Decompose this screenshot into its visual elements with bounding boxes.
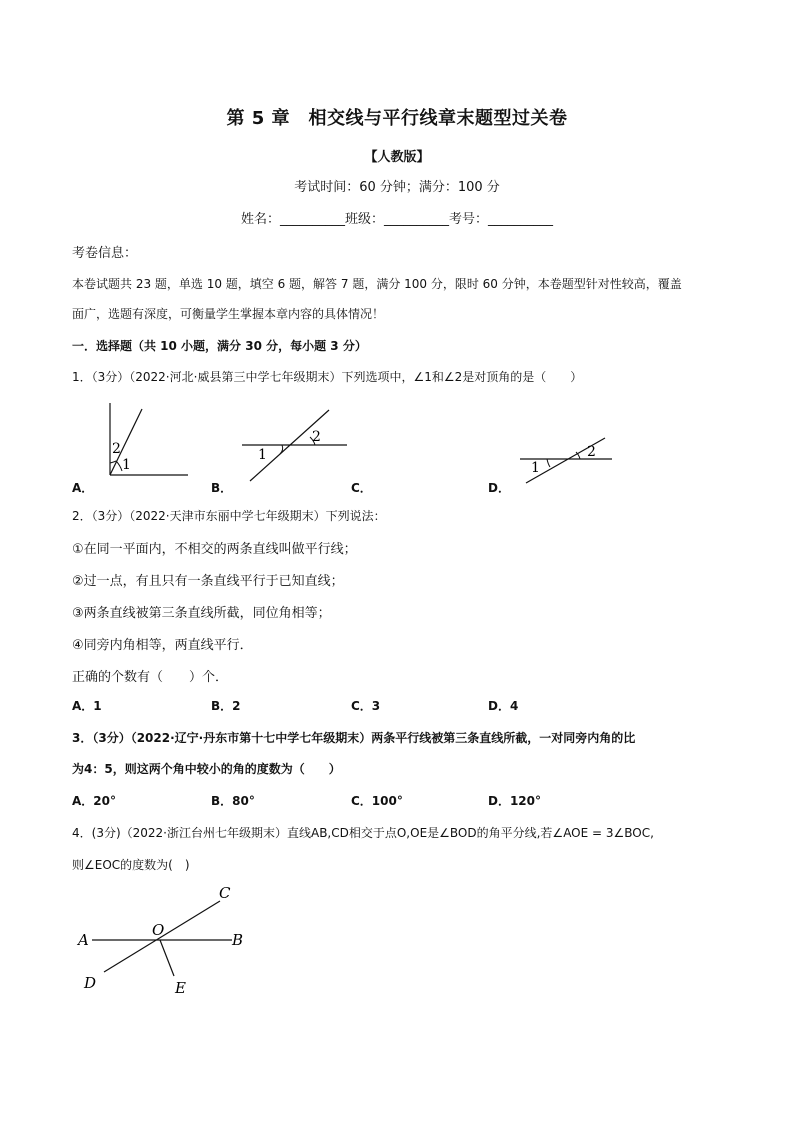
- q1-figure-d: [520, 438, 612, 483]
- q4-label-o: O: [152, 921, 165, 939]
- edition-label: 【人教版】: [364, 150, 430, 165]
- exam-info: 考试时间：60 分钟；满分：100 分: [294, 180, 500, 195]
- q1-figure-a: [110, 403, 188, 475]
- page-title: 第 5 章 相交线与平行线章末题型过关卷: [226, 108, 568, 129]
- q3-option-c: C．100°: [351, 794, 403, 808]
- q1-stem: 1．（3分）（2022·河北·威县第三中学七年级期末）下列选项中，∠1和∠2是对顶角的是（ ）: [72, 370, 583, 384]
- q3-option-d: D．120°: [488, 794, 542, 808]
- q3-stem-line-2: 为4：5，则这两个角中较小的角的度数为（ ）: [72, 762, 341, 776]
- q4-figure: [72, 880, 272, 1000]
- q3-stem-line-1: 3．（3分）（2022·辽宁·丹东市第十七中学七年级期末）两条平行线被第三条直线所截，一对同旁内角的比: [72, 731, 636, 745]
- q1b-angle1-label: 1: [258, 447, 267, 463]
- q1a-angle2-label: 2: [112, 441, 121, 457]
- info-line-2: 面广，选题有深度，可衡量学生掌握本章内容的具体情况！: [72, 307, 385, 321]
- q4-label-a: A: [78, 931, 89, 949]
- q1-option-d: D．: [488, 481, 510, 495]
- q2-option-a: A．1: [72, 699, 102, 713]
- q1b-angle2-label: 2: [312, 429, 321, 445]
- info-heading: 考卷信息：: [72, 246, 138, 261]
- q3-option-a: A．20°: [72, 794, 116, 808]
- q4-stem-line-2: 则∠EOC的度数为( ): [72, 858, 190, 872]
- q1-option-c: C．: [351, 481, 372, 495]
- q3-option-b: B．80°: [211, 794, 255, 808]
- section-heading: 一．选择题（共 10 小题，满分 30 分，每小题 3 分）: [72, 339, 367, 353]
- q4-stem-line-1: 4．(3分)（2022·浙江台州七年级期末）直线AB,CD相交于点O,OE是∠BOD的角平分线,若∠AOE = 3∠BOC,: [72, 826, 654, 840]
- student-fields: 姓名：__________班级：__________考号：__________: [240, 212, 553, 227]
- q2-option-b: B．2: [211, 699, 241, 713]
- q1a-angle1-label: 1: [122, 457, 131, 473]
- q2-option-c: C．3: [351, 699, 381, 713]
- q2-question: 正确的个数有（ ）个．: [72, 670, 229, 685]
- q1-figure-b: [242, 410, 347, 481]
- q1d-angle2-label: 2: [587, 444, 596, 460]
- q4-label-b: B: [232, 931, 244, 949]
- q2-item-2: ②过一点，有且只有一条直线平行于已知直线；: [72, 574, 344, 589]
- q1-option-a: A．: [72, 481, 94, 495]
- q1-option-b: B．: [211, 481, 233, 495]
- q2-option-d: D．4: [488, 699, 519, 713]
- q1d-angle1-label: 1: [531, 460, 540, 476]
- q2-item-1: ①在同一平面内，不相交的两条直线叫做平行线；: [72, 542, 357, 557]
- q2-item-3: ③两条直线被第三条直线所截，同位角相等；: [72, 606, 331, 621]
- q4-label-d: D: [84, 974, 97, 992]
- q4-label-e: E: [175, 979, 186, 997]
- info-line-1: 本卷试题共 23 题，单选 10 题，填空 6 题，解答 7 题，满分 100 分，限时 60 分钟，本卷题型针对性较高，覆盖: [72, 277, 682, 291]
- q2-item-4: ④同旁内角相等，两直线平行．: [72, 638, 253, 653]
- q4-label-c: C: [219, 884, 231, 902]
- q2-stem: 2．（3分）（2022·天津市东丽中学七年级期末）下列说法：: [72, 509, 386, 523]
